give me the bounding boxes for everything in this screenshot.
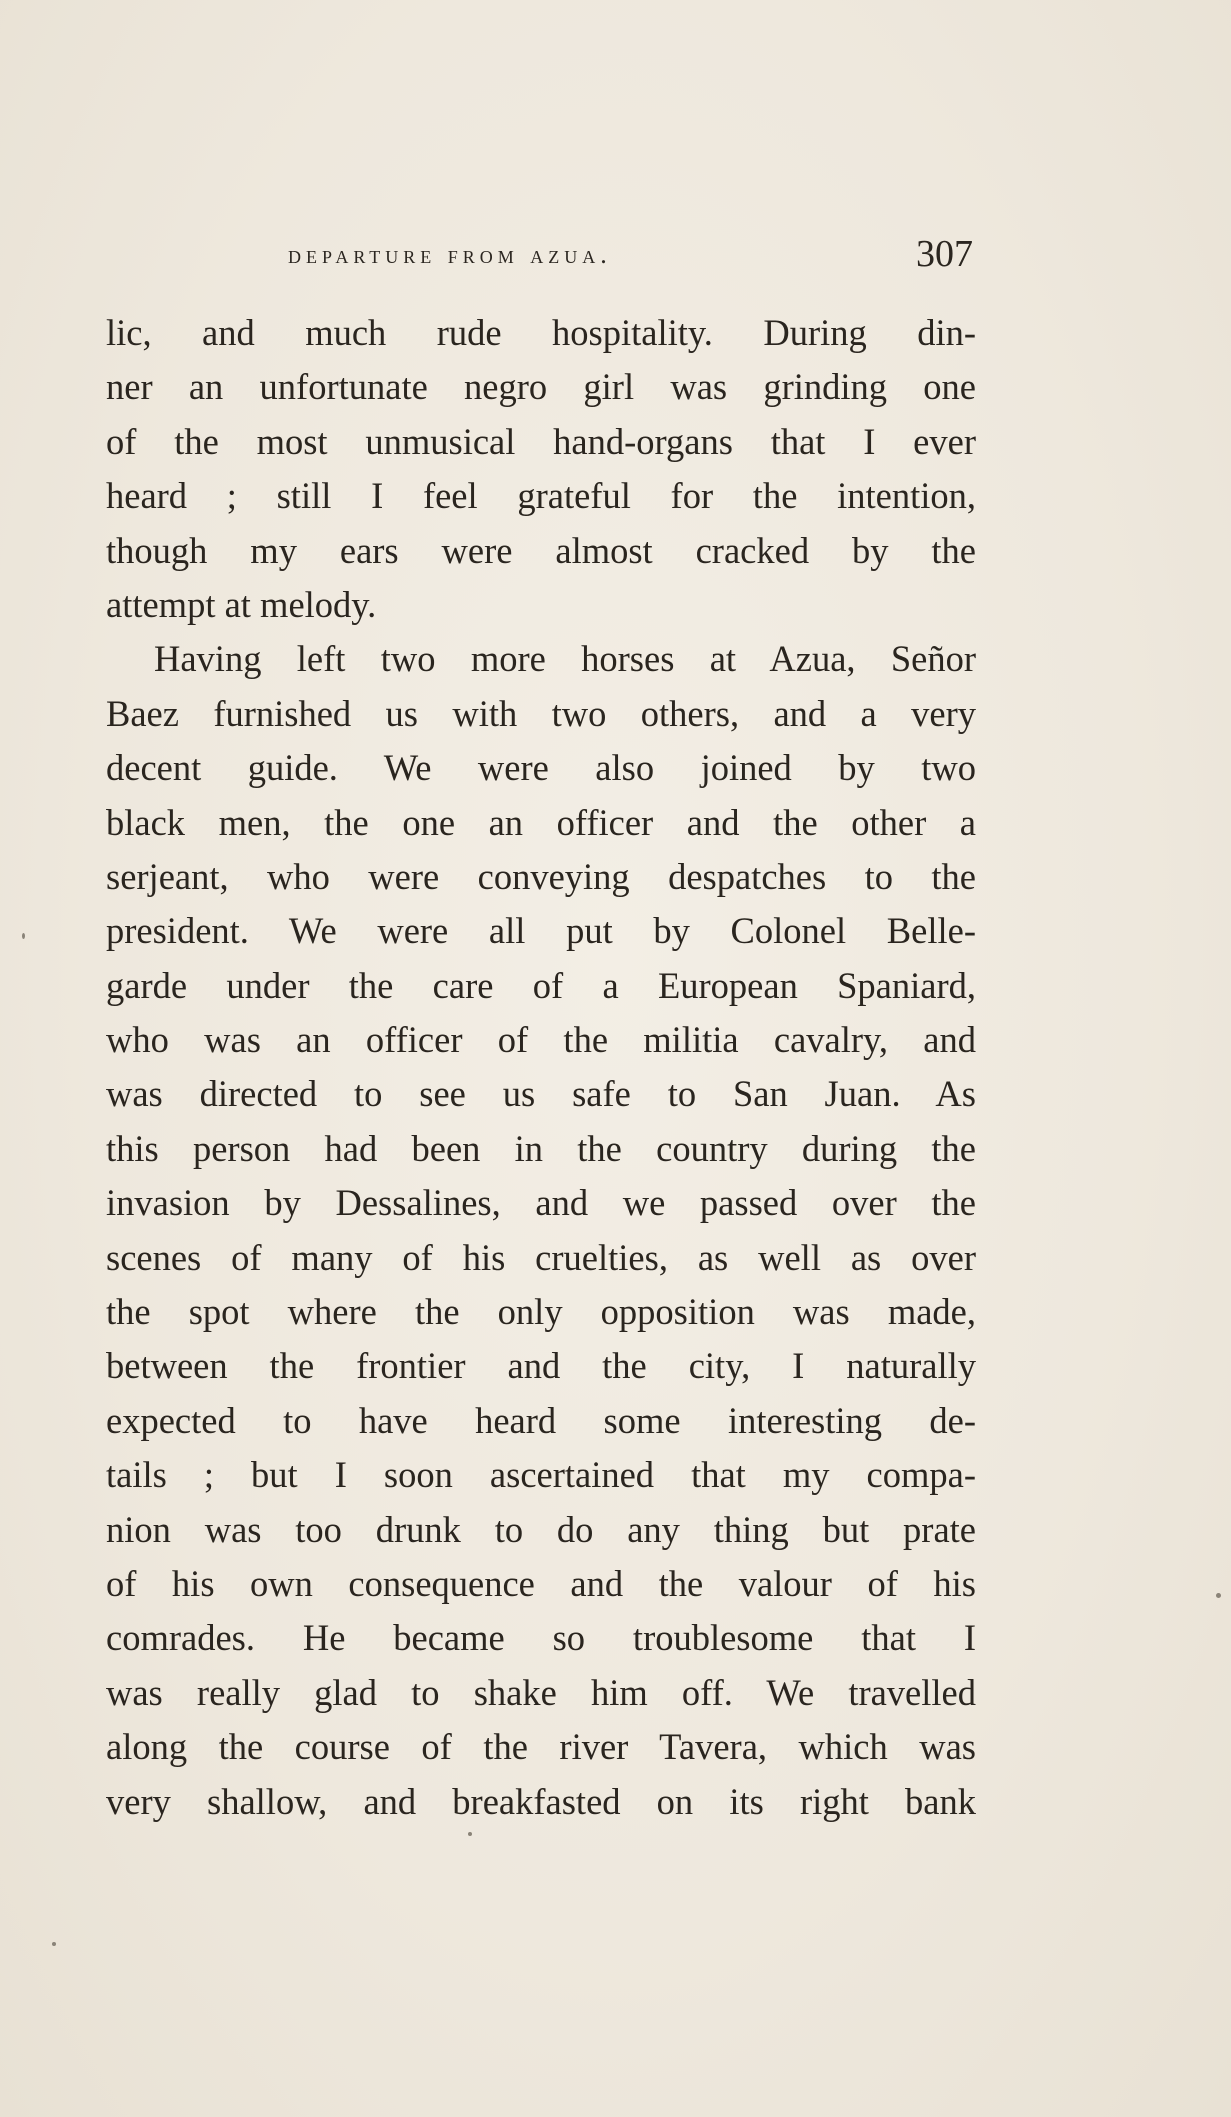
text-line: Baez furnished us with two others, and a very xyxy=(106,692,976,734)
text-line: Having left two more horses at Azua, Señor xyxy=(154,638,976,680)
running-head: departure from azua. xyxy=(288,240,612,269)
page-number: 307 xyxy=(916,233,973,275)
text-line: expected to have heard some interesting de- xyxy=(106,1399,976,1441)
page-header xyxy=(108,232,978,282)
text-line: black men, the one an officer and the other a xyxy=(106,801,976,843)
text-line: invasion by Dessalines, and we passed over the xyxy=(106,1182,976,1224)
paper-speck xyxy=(52,1942,56,1946)
text-line: president. We were all put by Colonel Belle- xyxy=(106,910,976,952)
body-text xyxy=(106,306,976,1829)
text-line: of the most unmusical hand-organs that I ever xyxy=(106,420,976,462)
text-line: of his own consequence and the valour of his xyxy=(106,1562,976,1604)
text-line: lic, and much rude hospitality. During din- xyxy=(106,312,976,353)
paper-speck xyxy=(468,1832,472,1836)
text-line: this person had been in the country during the xyxy=(106,1127,976,1169)
text-line: along the course of the river Tavera, which was xyxy=(106,1726,976,1768)
text-line: attempt at melody. xyxy=(106,583,377,625)
text-line: decent guide. We were also joined by two xyxy=(106,747,976,789)
text-line: was directed to see us safe to San Juan. As xyxy=(106,1073,976,1115)
text-line: tails ; but I soon ascertained that my compa- xyxy=(106,1454,976,1496)
text-line: nion was too drunk to do any thing but prate xyxy=(106,1508,976,1550)
text-line: garde under the care of a European Spaniard, xyxy=(106,964,976,1006)
text-line: the spot where the only opposition was made, xyxy=(106,1291,976,1333)
text-line: was really glad to shake him off. We travelled xyxy=(106,1671,976,1713)
text-line: though my ears were almost cracked by the xyxy=(106,529,976,571)
text-line: serjeant, who were conveying despatches to the xyxy=(106,855,976,897)
text-line: ner an unfortunate negro girl was grinding one xyxy=(106,366,976,408)
text-line: scenes of many of his cruelties, as well as over xyxy=(106,1236,976,1278)
paper-speck xyxy=(1216,1593,1221,1598)
text-line: heard ; still I feel grateful for the intention, xyxy=(106,475,976,517)
text-line: between the frontier and the city, I naturally xyxy=(106,1345,976,1387)
paper-speck xyxy=(22,933,25,939)
text-line: comrades. He became so troublesome that I xyxy=(106,1617,976,1659)
text-line: very shallow, and breakfasted on its right bank xyxy=(106,1780,976,1822)
text-line: who was an officer of the militia cavalry, and xyxy=(106,1019,976,1061)
